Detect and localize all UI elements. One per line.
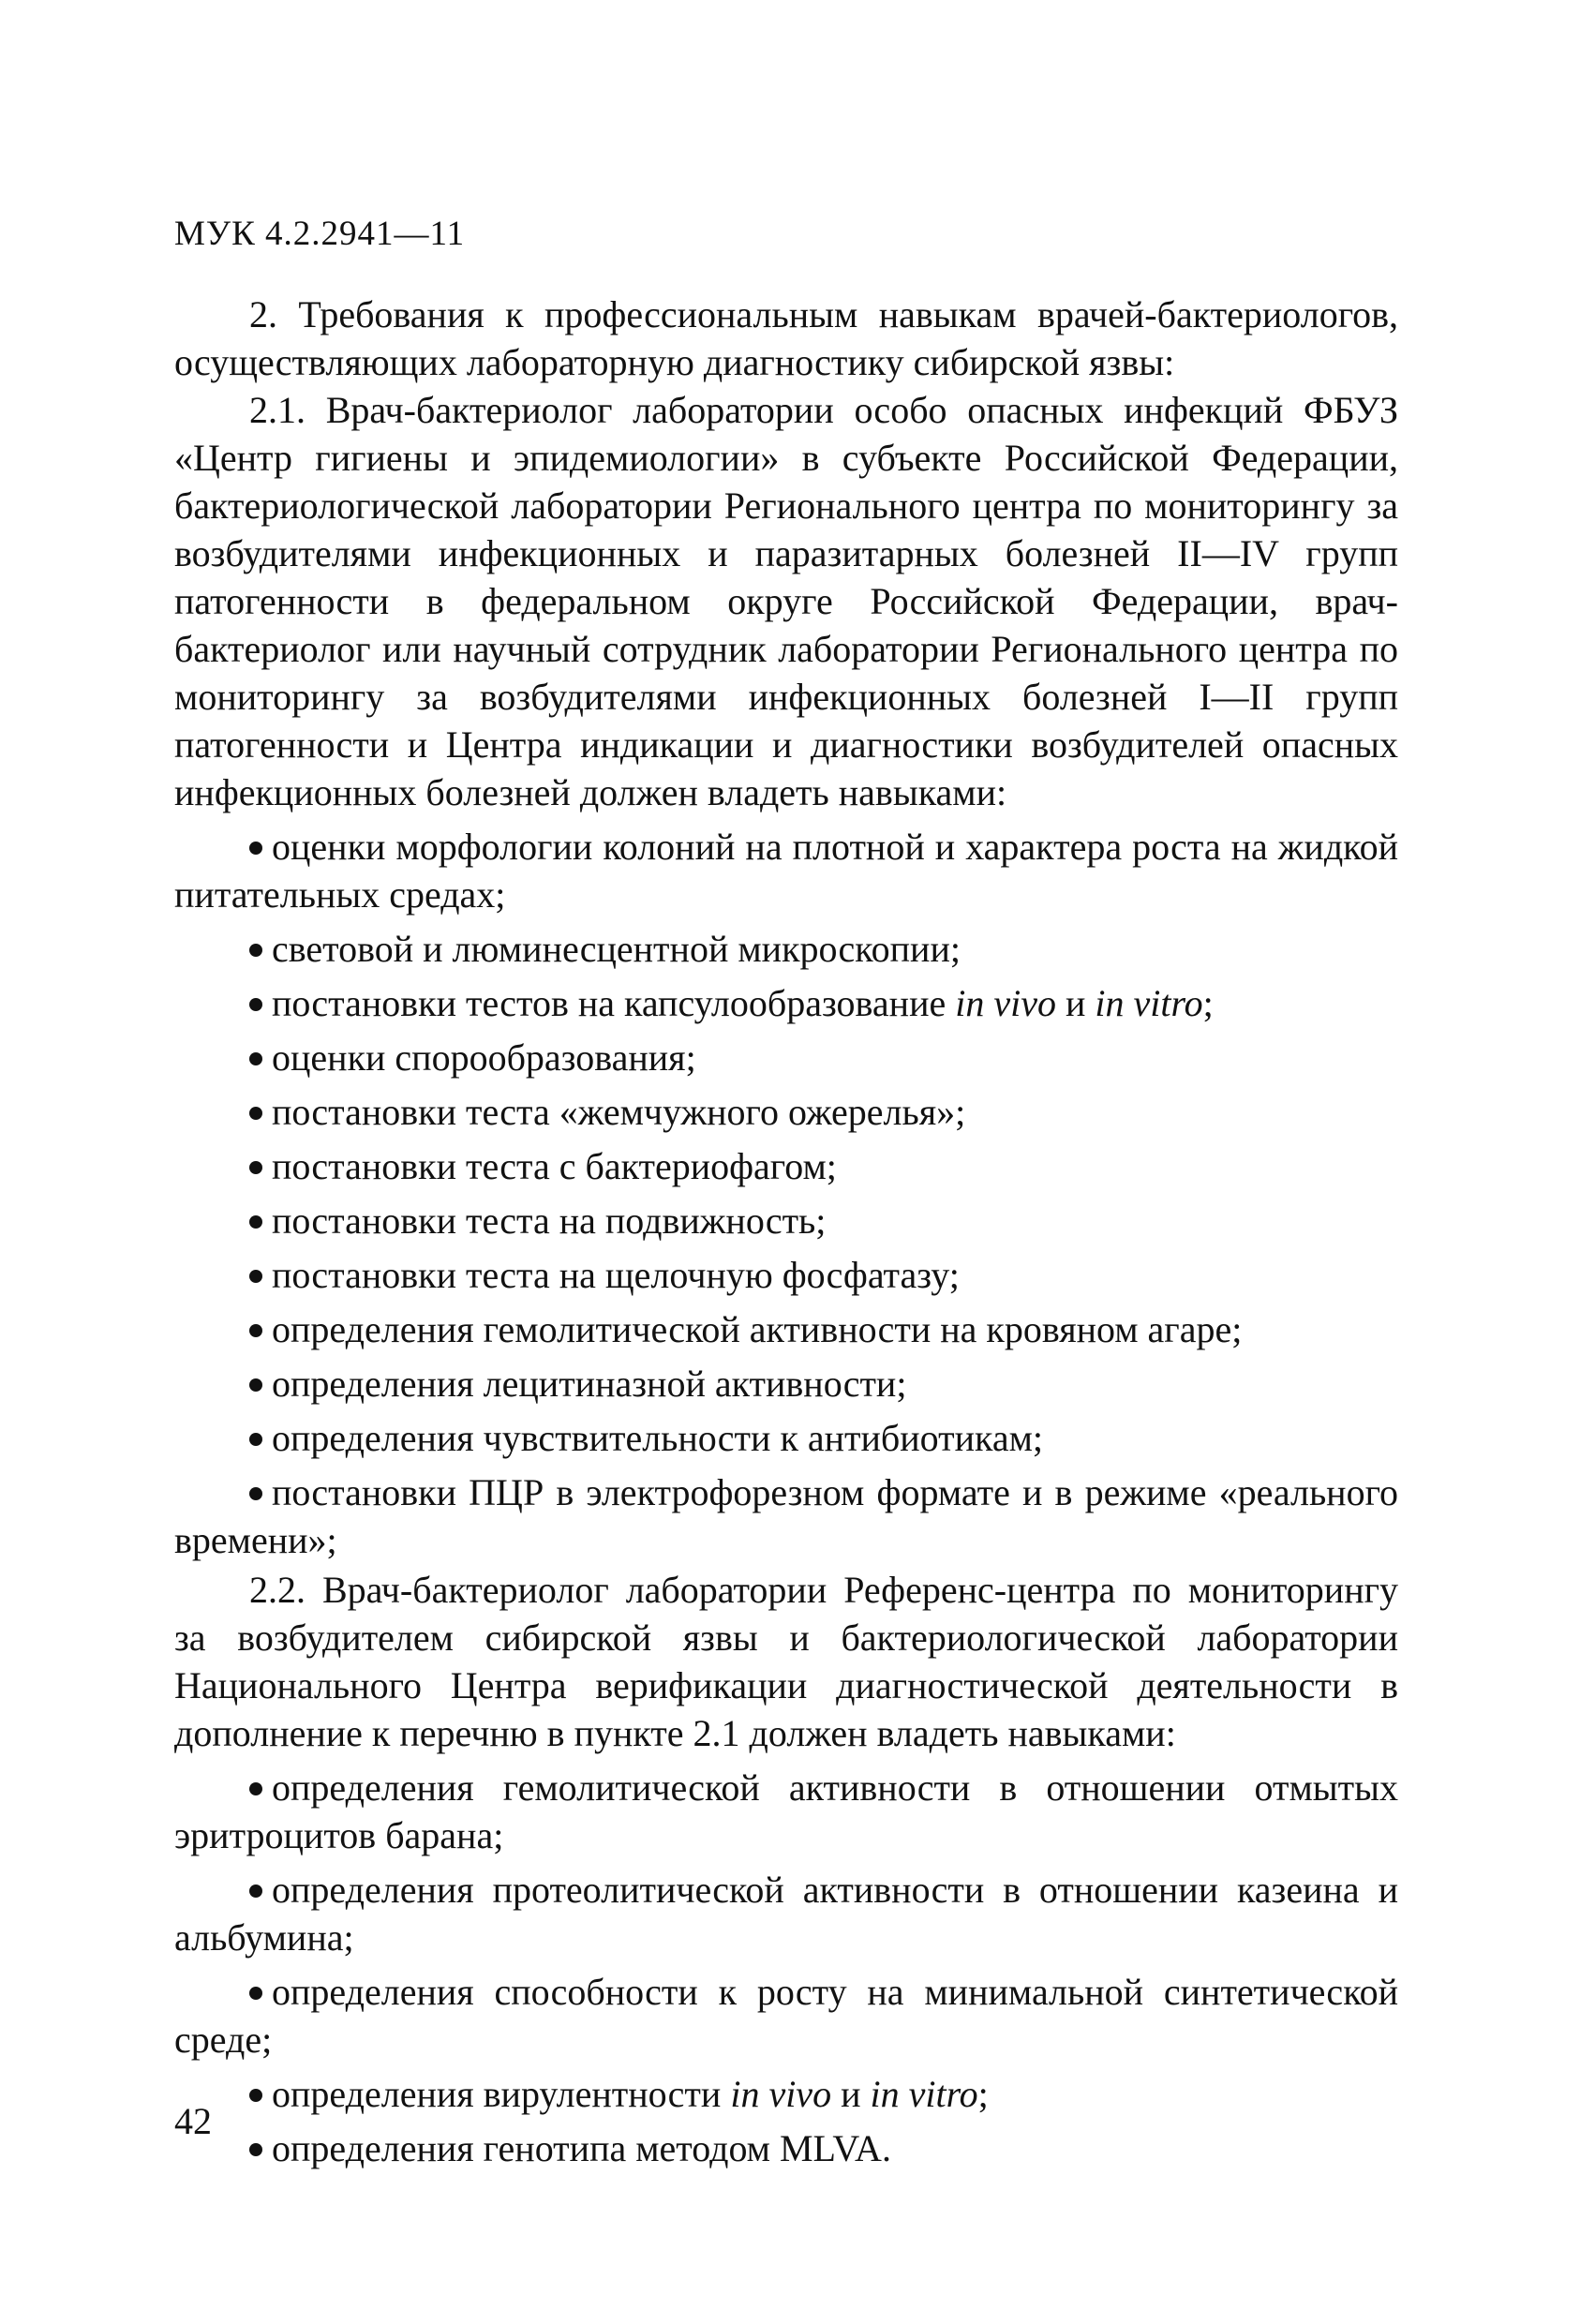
list-item: определения чувствительности к антибиотикам; <box>174 1414 1398 1462</box>
list-item: определения протеолитической активности в отношении казеина и альбумина; <box>174 1869 1398 1959</box>
bullet-icon <box>249 944 262 957</box>
list-item: определения вирулентности in vivo и in vitro; <box>174 2070 1398 2118</box>
skills-list-1 <box>174 823 1398 1564</box>
bullet-icon <box>249 1433 262 1446</box>
list-item: постановки ПЦР в электрофорезном формате и в режиме «реального времени»; <box>174 1471 1398 1561</box>
bullet-icon <box>249 1324 262 1337</box>
list-item: постановки теста «жемчужного ожерелья»; <box>174 1088 1398 1136</box>
list-item: постановки теста на щелочную фосфатазу; <box>174 1251 1398 1299</box>
list-item: определения способности к росту на минимальной синтетической среде; <box>174 1971 1398 2061</box>
list-item: определения гемолитической активности в отношении отмытых эритроцитов барана; <box>174 1766 1398 1856</box>
list-item: постановки теста на подвижность; <box>174 1197 1398 1244</box>
bullet-icon <box>249 2143 262 2156</box>
bullet-icon <box>249 1885 262 1898</box>
bullet-icon <box>249 1270 262 1283</box>
bullet-icon <box>249 1378 262 1392</box>
paragraph-2-1: 2.1. Врач-бактериолог лаборатории особо опасных инфекций ФБУЗ «Центр гигиены и эпидемиологии» в субъекте Российской Федерации, бактериологической лаборатории Регионального центра по мониторингу за возбудителями инфекционных и паразитарных болезней II—IV групп патогенности в федеральном округе Российской Федерации, врач-бактериолог или научный сотрудник лаборатории Регионального центра по мониторингу за возбудителями инфекционных болезней I—II групп патогенности и Центра индикации и диагностики возбудителей опасных инфекционных болезней должен владеть навыками: <box>174 389 1398 813</box>
list-item: оценки спорообразования; <box>174 1034 1398 1081</box>
paragraph-2-2: 2.2. Врач-бактериолог лаборатории Референс-центра по мониторингу за возбудителем сибирской язвы и бактериологической лаборатории Национального Центра верификации диагностической деятельности в дополнение к перечню в пункте 2.1 должен владеть навыками: <box>174 1569 1398 1754</box>
bullet-icon <box>249 842 262 855</box>
bullet-icon <box>249 1782 262 1795</box>
bullet-icon <box>249 1161 262 1174</box>
list-item: постановки теста с бактериофагом; <box>174 1142 1398 1190</box>
bullet-icon <box>249 2089 262 2102</box>
list-item: определения генотипа методом MLVA. <box>174 2124 1398 2172</box>
list-item: определения лецитиназной активности; <box>174 1360 1398 1408</box>
bullet-icon <box>249 998 262 1011</box>
bullet-icon <box>249 1987 262 2000</box>
list-item: постановки тестов на капсулообразование in vivo и in vitro; <box>174 979 1398 1027</box>
list-item: определения гемолитической активности на кровяном агаре; <box>174 1305 1398 1353</box>
section-2-title: 2. Требования к профессиональным навыкам врачей-бактериологов, осуществляющих лабораторную диагностику сибирской язвы: <box>174 293 1398 383</box>
bullet-icon <box>249 1487 262 1500</box>
skills-list-2 <box>174 1764 1398 2172</box>
document-header: МУК 4.2.2941—11 <box>174 215 466 253</box>
list-item: оценки морфологии колоний на плотной и характера роста на жидкой питательных средах; <box>174 826 1398 916</box>
document-body <box>174 290 1398 2172</box>
page-number: 42 <box>174 2100 212 2142</box>
bullet-icon <box>249 1052 262 1065</box>
list-item: световой и люминесцентной микроскопии; <box>174 925 1398 973</box>
bullet-icon <box>249 1215 262 1229</box>
bullet-icon <box>249 1107 262 1120</box>
